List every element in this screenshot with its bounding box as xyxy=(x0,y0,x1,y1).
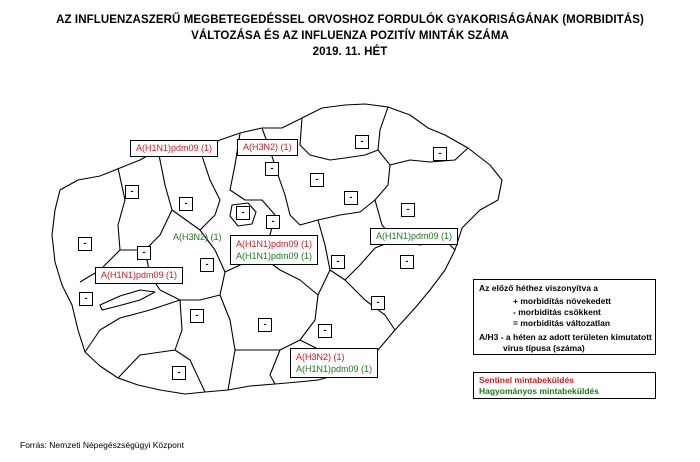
source-note: Forrás: Nemzeti Népegészségügyi Központ xyxy=(20,440,184,450)
county-marker: - xyxy=(78,237,92,251)
callout-text: A(H3N2) (1) xyxy=(296,352,345,362)
callout-sentinel-north xyxy=(237,139,298,156)
county-marker: - xyxy=(344,191,358,205)
callout-sentinel-nw xyxy=(130,140,218,157)
legend-heading: Az előző héthez viszonyítva a xyxy=(479,283,599,293)
county-marker: - xyxy=(125,185,139,199)
county-marker: - xyxy=(179,197,193,211)
title-line-1: AZ INFLUENZASZERŰ MEGBETEGEDÉSSEL ORVOSHOZ FORDULÓK GYAKORISÁGÁNAK (MORBIDITÁS) xyxy=(56,14,644,26)
callout-text: A(H1N1)pdm09 (1) xyxy=(296,364,373,374)
callout-text: A(H1N1)pdm09 (1) xyxy=(236,239,313,249)
title-line-3: 2019. 11. HÉT xyxy=(312,46,388,58)
legend-plus: + morbiditás növekedett xyxy=(513,296,612,306)
county-marker: - xyxy=(137,246,151,260)
county-marker: - xyxy=(265,162,279,176)
legend-note-2: vírus típusa (száma) xyxy=(503,343,585,353)
callout-text: A(H1N1)pdm09 (1) xyxy=(236,251,313,261)
legend-equal: = morbiditás változatlan xyxy=(513,318,611,328)
callout-text: A(H1N1)pdm09 (1) xyxy=(101,270,178,280)
county-marker: - xyxy=(172,366,186,380)
callout-budapest xyxy=(230,235,318,265)
legend-box xyxy=(473,279,656,355)
county-marker: - xyxy=(433,147,447,161)
county-marker: - xyxy=(310,173,324,187)
county-marker: - xyxy=(190,309,204,323)
county-marker: - xyxy=(371,296,385,310)
title-line-2: VÁLTOZÁSA ÉS AZ INFLUENZA POZITÍV MINTÁK SZÁMA xyxy=(191,30,509,42)
sampling-sentinel: Sentinel mintabeküldés xyxy=(479,375,574,385)
county-marker: - xyxy=(236,206,250,220)
callout-text: A(H1N1)pdm09 (1) xyxy=(376,231,453,241)
callout-traditional-west xyxy=(170,230,225,245)
callout-south xyxy=(290,348,378,378)
sampling-legend-box xyxy=(473,372,656,399)
county-marker: - xyxy=(331,255,345,269)
county-marker: - xyxy=(401,203,415,217)
county-marker: - xyxy=(266,215,280,229)
sampling-traditional: Hagyományos mintabeküldés xyxy=(479,386,599,396)
county-marker: - xyxy=(355,135,369,149)
callout-text: A(H3N2) (1) xyxy=(243,142,292,152)
callout-traditional-east xyxy=(370,228,458,245)
county-marker: - xyxy=(318,324,332,338)
county-marker: - xyxy=(400,255,414,269)
callout-sentinel-west xyxy=(95,267,183,284)
legend-minus: - morbiditás csökkent xyxy=(513,307,601,317)
legend-note-1: A/H3 - a héten az adott területen kimutatott xyxy=(479,332,652,342)
county-marker: - xyxy=(258,318,272,332)
county-marker: - xyxy=(79,292,93,306)
county-marker: - xyxy=(200,258,214,272)
callout-text: A(H3N2) (1) xyxy=(173,232,222,242)
callout-text: A(H1N1)pdm09 (1) xyxy=(136,143,213,153)
